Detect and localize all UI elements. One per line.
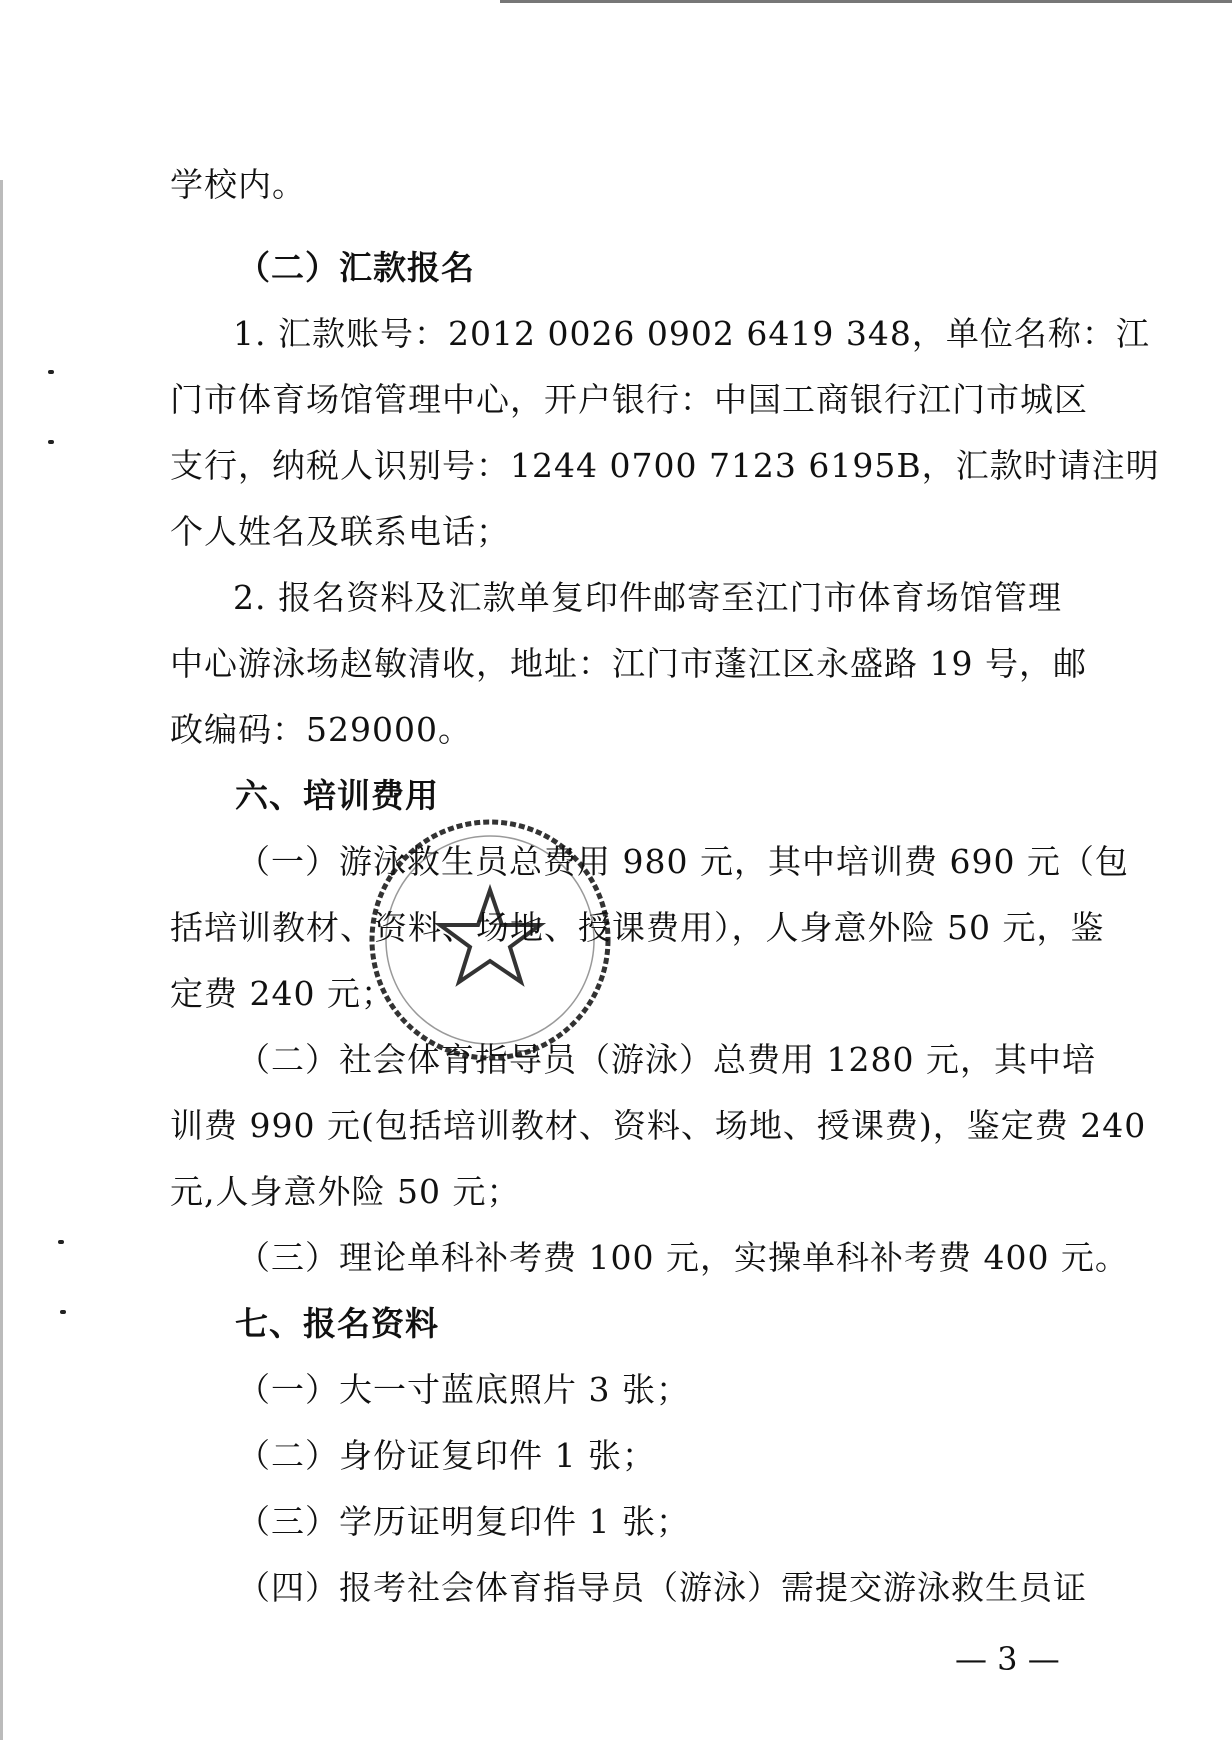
text-line: （二）身份证复印件 1 张； [237, 1436, 656, 1475]
text-line: 支行，纳税人识别号：1244 0700 7123 6195B，汇款时请注明 [170, 446, 1160, 485]
text-line: （一）大一寸蓝底照片 3 张； [237, 1370, 690, 1409]
text-line: 学校内。 [170, 165, 306, 204]
text-line: （三）理论单科补考费 100 元，实操单科补考费 400 元。 [237, 1238, 1129, 1277]
text-line: （二）社会体育指导员（游泳）总费用 1280 元，其中培 [237, 1040, 1096, 1079]
text-line: 2. 报名资料及汇款单复印件邮寄至江门市体育场馆管理 [233, 578, 1062, 617]
margin-mark [58, 1240, 64, 1244]
text-line: 中心游泳场赵敏清收，地址：江门市蓬江区永盛路 19 号，邮 [170, 644, 1087, 683]
text-line: 定费 240 元； [170, 974, 395, 1013]
scan-left-rule [0, 180, 3, 1740]
text-line: 门市体育场馆管理中心，开户银行：中国工商银行江门市城区 [170, 380, 1088, 419]
text-line: 1. 汇款账号：2012 0026 0902 6419 348，单位名称：江 [233, 314, 1150, 353]
page-number: — 3 — [955, 1640, 1060, 1678]
text-line: （四）报考社会体育指导员（游泳）需提交游泳救生员证 [237, 1568, 1087, 1607]
section-heading: （二）汇款报名 [237, 248, 475, 287]
text-line: （一）游泳救生员总费用 980 元，其中培训费 690 元（包 [237, 842, 1129, 881]
scan-top-rule [500, 0, 1232, 3]
text-line: （三）学历证明复印件 1 张； [237, 1502, 690, 1541]
margin-mark [48, 440, 54, 444]
text-line: 个人姓名及联系电话； [170, 512, 510, 551]
margin-mark [60, 1310, 66, 1314]
text-line: 括培训教材、资料、场地、授课费用），人身意外险 50 元，鉴 [170, 908, 1105, 947]
margin-mark [48, 370, 54, 374]
text-line: 训费 990 元(包括培训教材、资料、场地、授课费)，鉴定费 240 [170, 1106, 1147, 1145]
text-line: 政编码：529000。 [170, 710, 472, 749]
text-line: 元,人身意外险 50 元； [170, 1172, 521, 1211]
section-heading: 六、培训费用 [235, 776, 439, 815]
section-heading: 七、报名资料 [235, 1304, 439, 1343]
